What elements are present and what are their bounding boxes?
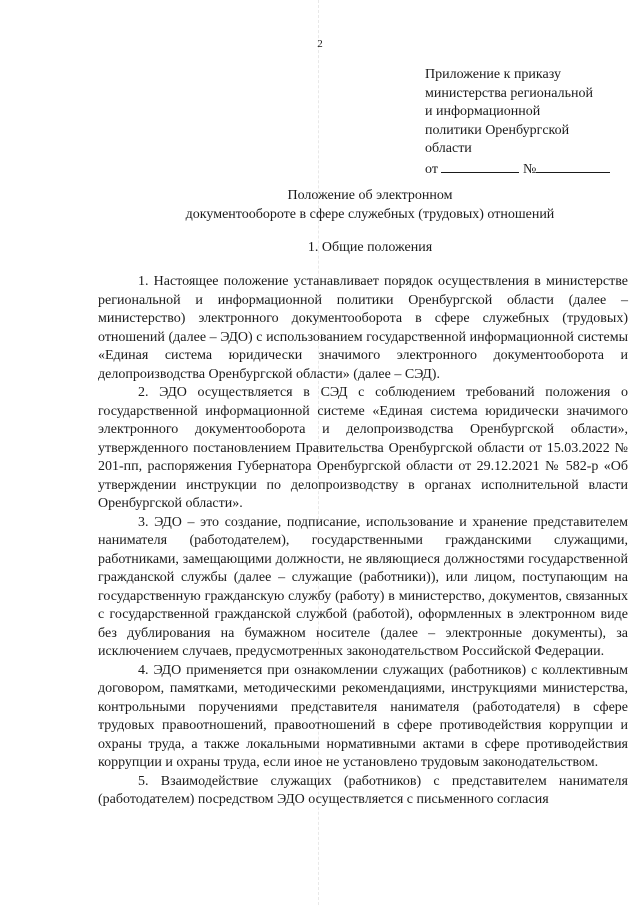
appendix-line: Приложение к приказу xyxy=(425,67,561,82)
paragraph-2: 2. ЭДО осуществляется в СЭД с соблюдением требований положения о государственной информационной системе «Единая система юридически значимого электронного документооборота и делопроизводства Оренбургской области», утвержденного постановлением Правительства Оренбургской области от 15.03.2022 № 201-пп, распоряжения Губернатора Оренбургской области от 29.12.2021 № 582-р «Об утверждении инструкции по делопроизводству в органах исполнительной власти Оренбургской области». xyxy=(98,385,628,511)
appendix-from-label: от xyxy=(425,161,438,177)
page-number: 2 xyxy=(317,38,323,50)
title-line-2: документообороте в сфере служебных (трудовых) отношений xyxy=(185,206,555,222)
appendix-number-label: № xyxy=(522,161,537,177)
title-line-1: Положение об электронном xyxy=(287,188,453,203)
section-heading: 1. Общие положения xyxy=(307,240,433,255)
appendix-line: области xyxy=(425,141,472,156)
appendix-line: политики Оренбургской xyxy=(425,122,570,138)
paragraph-5: 5. Взаимодействие служащих (работников) с представителем нанимателя (работодателем) посредством ЭДО осуществляется с письменного согласия xyxy=(98,773,628,807)
appendix-line: и информационной xyxy=(425,104,541,119)
document-body xyxy=(98,273,628,810)
appendix-date-number-line xyxy=(425,159,625,180)
paragraph-4: 4. ЭДО применяется при ознакомлении служащих (работников) с коллективным договором, памятками, методическими рекомендациями, инструкциями министерства, контрольными поручениями представителя нанимателя (работодателя) в сфере трудовых правоотношений, правоотношений в сфере противодействия коррупции и охраны труда, а также локальными нормативными актами в сфере противодействия коррупции и охраны труда, если иное не установлено трудовым законодательством. xyxy=(98,662,628,770)
number-blank xyxy=(536,159,610,173)
appendix-block xyxy=(425,66,625,179)
paragraph-3: 3. ЭДО – это создание, подписание, использование и хранение представителем нанимателя (работодателем), государственными гражданскими служащими, работниками, замещающими должности, не являющиеся должностями государственной гражданской службы (далее – служащие (работники)), или лицом, поступающим на государственную гражданскую службу (работу) в министерство, документов, связанных с государственной гражданской службой (работой), оформленных в электронном виде без дублирования на бумажном носителе (далее – электронные документы), за исключением случаев, предусмотренных законодательством Российской Федерации. xyxy=(98,514,628,659)
appendix-line: министерства региональной xyxy=(425,85,593,101)
date-blank xyxy=(441,159,519,173)
document-title xyxy=(60,187,640,224)
paragraph-1: 1. Настоящее положение устанавливает порядок осуществления в министерстве региональной и информационной политики Оренбургской области (далее – министерство) электронного документооборота в сфере служебных (трудовых) отношений (далее – ЭДО) с использованием государственной информационной системы «Единая система юридически значимого электронного документооборота и делопроизводства Оренбургской области» (далее – СЭД). xyxy=(98,274,628,382)
